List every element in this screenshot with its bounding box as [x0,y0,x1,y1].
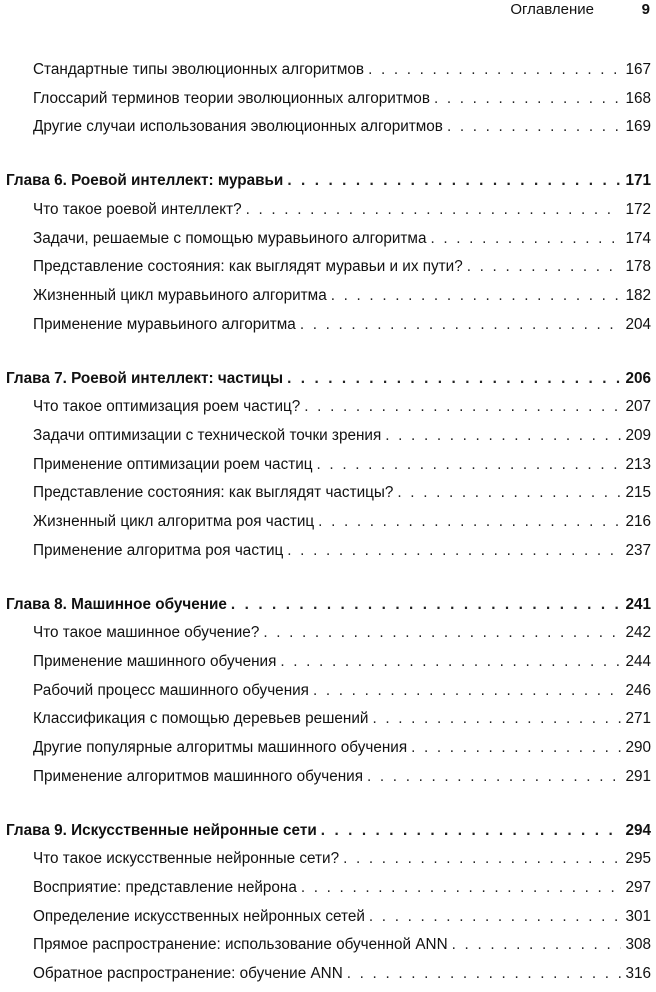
dot-leader [263,619,621,648]
toc-entry[interactable] [0,960,656,989]
toc-chapter-title: Глава 7. Роевой интеллект: частицы [6,369,284,387]
toc-entry-page: 204 [625,315,651,333]
toc-entry-label: Классификация с помощью деревьев решений [33,710,369,728]
dot-leader [397,479,621,508]
toc-entry-label: Жизненный цикл муравьиного алгоритма [33,287,327,304]
toc-entry-page: 169 [625,118,651,136]
toc-entry-label: Что такое искусственные нейронные сети? [33,850,340,868]
dot-leader [301,874,622,903]
toc-entry-label: Определение искусственных нейронных сетей [33,907,365,925]
toc-entry-page: 168 [625,89,651,107]
toc-entry-page: 295 [625,850,651,868]
running-header-title: Оглавление [510,1,594,18]
toc-entry[interactable] [0,196,656,225]
toc-entry-page: 174 [625,229,651,247]
section-gap [0,142,656,167]
dot-leader [411,734,621,763]
toc-entry[interactable] [0,874,656,903]
dot-leader [447,113,622,142]
table-of-contents [0,56,656,989]
toc-entry-label: Задачи, решаемые с помощью муравьиного алгоритма [33,229,427,247]
dot-leader [385,422,621,451]
toc-entry-label: Другие популярные алгоритмы машинного обучения [33,739,408,756]
toc-entry-label: Рабочий процесс машинного обучения [33,681,309,699]
toc-entry-page: 172 [625,200,651,218]
toc-entry-page: 246 [625,681,651,699]
dot-leader [331,282,622,311]
toc-entry-label: Применение алгоритмов машинного обучения [33,767,363,785]
toc-entry[interactable] [0,677,656,706]
section-gap [0,565,656,590]
toc-entry[interactable] [0,763,656,792]
toc-entry-page: 216 [625,513,651,530]
toc-entry-page: 207 [625,398,651,416]
toc-entry-label: Другие случаи использования эволюционных алгоритмов [33,118,443,136]
dot-leader [287,537,621,566]
toc-entry[interactable] [0,311,656,340]
dot-leader [467,253,622,282]
dot-leader [452,931,622,960]
section-gap [0,339,656,364]
toc-entry-label: Глоссарий терминов теории эволюционных алгоритмов [33,89,430,107]
dot-leader [300,311,622,340]
toc-entry-page: 316 [625,965,651,982]
dot-leader [372,705,621,734]
toc-entry-label: Жизненный цикл алгоритма роя частиц [33,513,315,530]
toc-entry[interactable] [0,225,656,254]
dot-leader [287,365,621,394]
toc-chapter-title: Глава 6. Роевой интеллект: муравьи [6,172,284,190]
toc-entry[interactable] [0,56,656,85]
toc-entry-label: Применение оптимизации роем частиц [33,455,313,473]
dot-leader [317,451,622,480]
toc-entry[interactable] [0,705,656,734]
toc-entry-label: Представление состояния: как выглядят частицы? [33,484,394,502]
dot-leader [313,677,622,706]
toc-entry[interactable] [0,619,656,648]
toc-entry-page: 167 [625,61,651,78]
toc-chapter-title: Глава 8. Машинное обучение [6,595,227,613]
page-number: 9 [641,1,650,18]
toc-entry-label: Задачи оптимизации с технической точки зрения [33,426,382,444]
toc-entry-page: 308 [625,936,651,954]
toc-entry-page: 290 [625,739,651,756]
running-header [0,0,656,22]
toc-entry[interactable] [0,479,656,508]
toc-entry-label: Прямое распространение: использование обученной ANN [33,936,448,954]
dot-leader [369,903,622,932]
dot-leader [321,817,622,846]
toc-entry[interactable] [0,931,656,960]
toc-entry-page: 244 [625,652,651,670]
toc-entry[interactable] [0,537,656,566]
toc-entry-page: 209 [625,426,651,444]
toc-entry-page: 271 [625,710,651,728]
toc-entry-label: Применение муравьиного алгоритма [33,315,296,333]
dot-leader [434,85,622,114]
toc-entry-label: Применение машинного обучения [33,652,277,670]
toc-entry[interactable] [0,845,656,874]
toc-chapter-page: 294 [625,821,651,839]
dot-leader [343,845,621,874]
toc-entry[interactable] [0,648,656,677]
toc-chapter-heading[interactable] [0,817,656,846]
toc-entry-page: 215 [625,484,651,502]
toc-chapter-heading[interactable] [0,365,656,394]
dot-leader [367,763,621,792]
toc-entry[interactable] [0,903,656,932]
toc-entry-page: 291 [625,767,651,785]
toc-chapter-page: 206 [625,369,651,387]
toc-entry-page: 178 [625,258,651,276]
toc-entry[interactable] [0,451,656,480]
dot-leader [347,960,622,989]
toc-entry-label: Применение алгоритма роя частиц [33,541,284,559]
dot-leader [246,196,622,225]
toc-entry[interactable] [0,85,656,114]
dot-leader [318,508,621,537]
toc-entry[interactable] [0,253,656,282]
section-gap [0,791,656,816]
toc-entry-page: 213 [625,455,651,473]
toc-chapter-heading[interactable] [0,167,656,196]
dot-leader [280,648,621,677]
toc-entry[interactable] [0,734,656,763]
toc-entry-label: Что такое роевой интеллект? [33,200,242,218]
toc-entry[interactable] [0,282,656,311]
toc-entry-page: 237 [625,541,651,559]
toc-entry-page: 182 [625,287,651,304]
toc-entry[interactable] [0,422,656,451]
toc-chapter-title: Глава 9. Искусственные нейронные сети [6,821,317,839]
toc-entry-label: Обратное распространение: обучение ANN [33,965,343,982]
toc-entry[interactable] [0,393,656,422]
toc-entry-label: Что такое машинное обучение? [33,624,260,642]
dot-leader [287,167,621,196]
dot-leader [430,225,621,254]
dot-leader [304,393,621,422]
toc-entry-label: Представление состояния: как выглядят муравьи и их пути? [33,258,463,276]
toc-chapter-page: 171 [625,172,651,190]
toc-entry[interactable] [0,113,656,142]
toc-entry-page: 242 [625,624,651,642]
toc-entry-label: Восприятие: представление нейрона [33,878,297,896]
toc-entry-label: Стандартные типы эволюционных алгоритмов [33,61,365,78]
toc-entry-page: 301 [625,907,651,925]
toc-chapter-heading[interactable] [0,591,656,620]
toc-entry[interactable] [0,508,656,537]
toc-entry-page: 297 [625,878,651,896]
toc-chapter-page: 241 [625,595,651,613]
dot-leader [368,56,621,85]
dot-leader [231,591,622,620]
toc-entry-label: Что такое оптимизация роем частиц? [33,398,301,416]
